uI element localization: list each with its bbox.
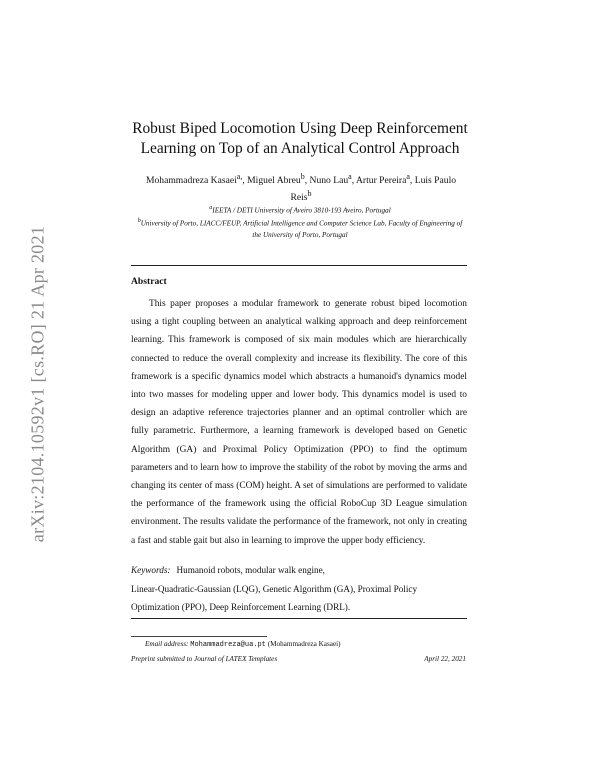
author-name: Artur Pereira xyxy=(356,175,407,187)
bottom-rule xyxy=(131,618,467,619)
top-rule xyxy=(131,265,467,266)
keywords-label: Keywords: xyxy=(131,565,171,575)
author-mark: b xyxy=(307,189,312,199)
abstract-heading: Abstract xyxy=(131,276,167,287)
affiliations xyxy=(135,203,465,241)
paper-title xyxy=(110,119,490,159)
affiliation-text: University of Porto, LIACC/FEUP, Artificial Intelligence and Computer Science Lab, Faculty of Engineering of the University of Porto, Portugal xyxy=(140,219,463,239)
author-mark: b xyxy=(300,172,305,181)
abstract-body: This paper proposes a modular framework to generate robust biped locomotion using a tight coupling between an analytical walking approach and deep reinforcement learning. This framework is composed of six main modules which are hierarchically connected to reduce the overall complexity and increase its flexibility. The core of this framework is a specific dynamics model which abstracts a humanoid's dynamics model into two masses for modeling upper and lower body. This dynamics model is used to design an adaptive reference trajectories planner and an optimal controller which are fully parametric. Furthermore, a learning framework is developed based on Genetic Algorithm (GA) and Proximal Policy Optimization (PPO) to find the optimum parameters and to learn how to improve the stability of the robot by moving the arms and changing its center of mass (COM) height. A set of simulations are performed to validate the performance of the framework using the official RoboCup 3D League simulation environment. The results validate the performance of the framework, not only in creating a fast and stable gait but also in learning to improve the upper body efficiency. xyxy=(131,299,467,546)
author-mark: a xyxy=(406,172,410,181)
email-footnote xyxy=(145,640,341,649)
keywords-line-1: Humanoid robots, modular walk engine, xyxy=(176,565,325,575)
affiliation-mark: b xyxy=(137,218,141,225)
preprint-note: Preprint submitted to Journal of LATEX Templates xyxy=(131,655,278,663)
affiliation-a xyxy=(135,203,465,216)
footnote-rule xyxy=(131,636,267,637)
email-owner: (Mohammadreza Kasaei) xyxy=(267,640,341,648)
email-label: Email address: xyxy=(145,640,189,648)
author-name: Miguel Abreu xyxy=(247,175,301,187)
preprint-date: April 22, 2021 xyxy=(424,655,466,663)
keywords-line-2: Linear-Quadratic-Gaussian (LQG), Genetic Algorithm (GA), Proximal Policy xyxy=(131,583,418,594)
author-mark: a xyxy=(348,172,352,181)
keywords xyxy=(131,561,471,617)
author-list: Mohammadreza Kasaei$^{a,}$, Miguel Abreu$^b$, Nuno Lau$^a$, Artur Pereira$^a$, Luis Paulo Reis$^b$ xyxy=(145,172,457,204)
author-name: Nuno Lau xyxy=(309,175,349,187)
keywords-line-3: Optimization (PPO), Deep Reinforcement Learning (DRL). xyxy=(131,602,351,613)
affiliation-mark: a xyxy=(209,205,213,211)
title-line-2: Learning on Top of an Analytical Control Approach xyxy=(140,140,460,157)
affiliation-b xyxy=(135,216,465,240)
affiliation-text: IEETA / DETI University of Aveiro 3810-193 Aveiro, Portugal xyxy=(212,206,391,215)
author-mark: a, xyxy=(236,172,243,181)
arxiv-identifier: arXiv:2104.10592v1 [cs.RO] 21 Apr 2021 xyxy=(27,225,48,543)
title-line-1: Robust Biped Locomotion Using Deep Reinforcement xyxy=(132,120,468,137)
author-name: Luis Paulo Reis xyxy=(290,175,457,204)
email-link[interactable]: Mohammadreza@ua.pt xyxy=(190,641,266,649)
author-name: Mohammadreza Kasaei xyxy=(145,175,237,187)
